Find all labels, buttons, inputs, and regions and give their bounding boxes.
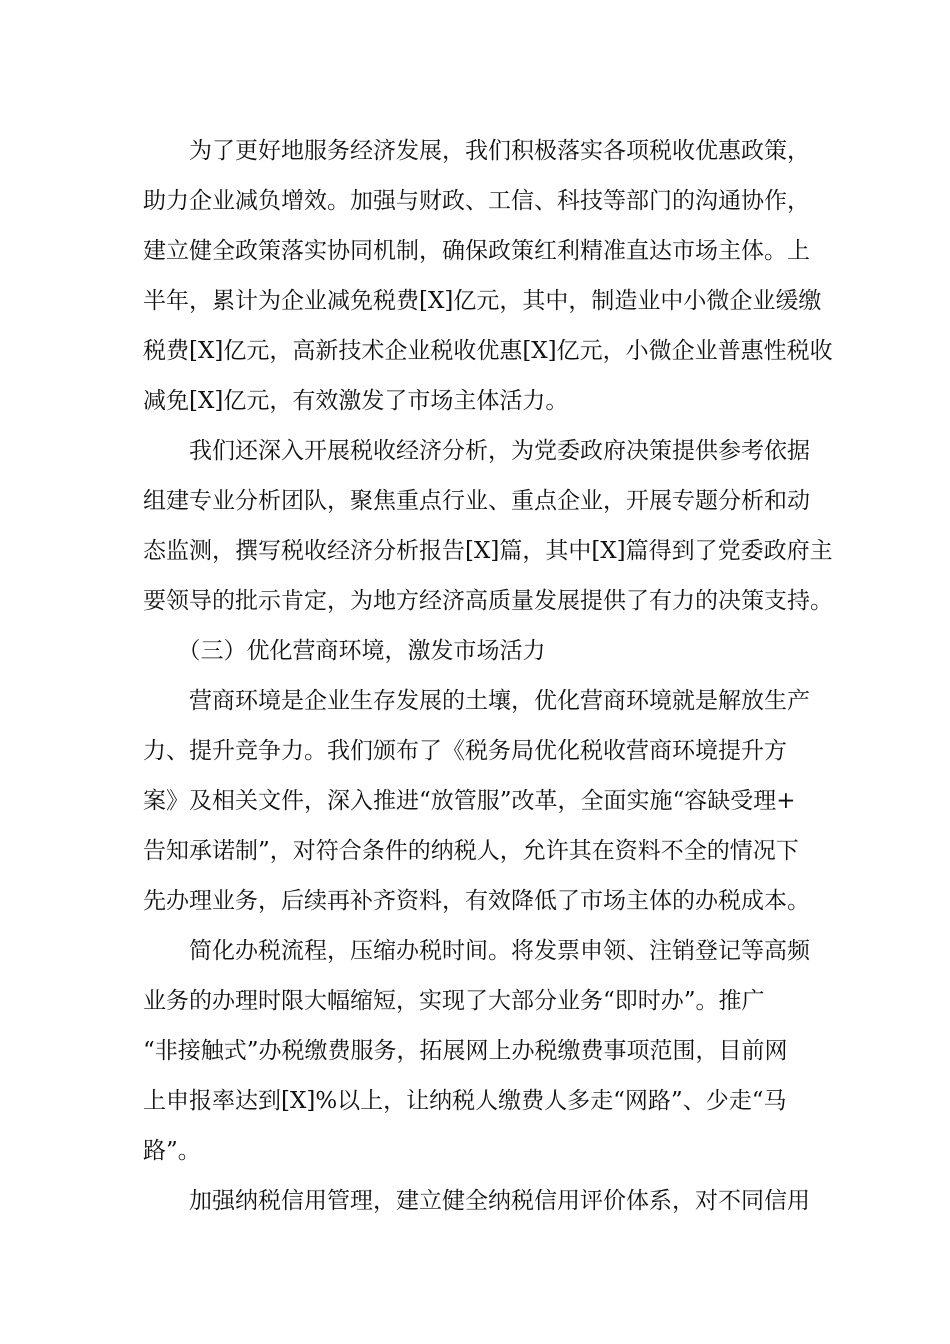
text-line: 先办理业务，后续再补齐资料，有效降低了市场主体的办税成本。: [143, 888, 810, 914]
text-line: 减免[X]亿元，有效激发了市场主体活力。: [143, 388, 569, 414]
text-line: 案》及相关文件，深入推进“放管服”改革，全面实施“容缺受理+: [143, 788, 796, 814]
text-line: 上申报率达到[X]%以上，让纳税人缴费人多走“网路”、少走“马: [143, 1088, 787, 1114]
text-line: 力、提升竞争力。我们颁布了《税务局优化税收营商环境提升方: [143, 738, 787, 764]
text-line: 税费[X]亿元，高新技术企业税收优惠[X]亿元，小微企业普惠性税收: [143, 338, 833, 364]
text-line: “非接触式”办税缴费服务，拓展网上办税缴费事项范围，目前网: [143, 1038, 788, 1064]
text-line: 我们还深入开展税收经济分析，为党委政府决策提供参考依据: [143, 438, 810, 464]
text-line: 业务的办理时限大幅缩短，实现了大部分业务“即时办”。推广: [143, 988, 765, 1014]
text-line: 加强纳税信用管理，建立健全纳税信用评价体系，对不同信用: [143, 1188, 810, 1214]
text-line: 告知承诺制”，对符合条件的纳税人，允许其在资料不全的情况下: [143, 838, 799, 864]
text-line: 简化办税流程，压缩办税时间。将发票申领、注销登记等高频: [143, 938, 810, 964]
text-line: 态监测，撰写税收经济分析报告[X]篇，其中[X]篇得到了党委政府主: [143, 538, 833, 564]
text-line: 组建专业分析团队，聚焦重点行业、重点企业，开展专题分析和动: [143, 488, 810, 514]
text-line: 半年，累计为企业减免税费[X]亿元，其中，制造业中小微企业缓缴: [143, 288, 822, 314]
text-line: 要领导的批示肯定，为地方经济高质量发展提供了有力的决策支持。: [143, 588, 833, 614]
text-line: 营商环境是企业生存发展的土壤，优化营商环境就是解放生产: [143, 688, 810, 714]
text-line: 助力企业减负增效。加强与财政、工信、科技等部门的沟通协作，: [143, 188, 810, 214]
text-line: 路”。: [143, 1138, 201, 1164]
text-line: 建立健全政策落实协同机制，确保政策红利精准直达市场主体。上: [143, 238, 810, 264]
section-heading: （三）优化营商环境，激发市场活力: [143, 638, 546, 664]
text-line: 为了更好地服务经济发展，我们积极落实各项税收优惠政策，: [143, 138, 810, 164]
